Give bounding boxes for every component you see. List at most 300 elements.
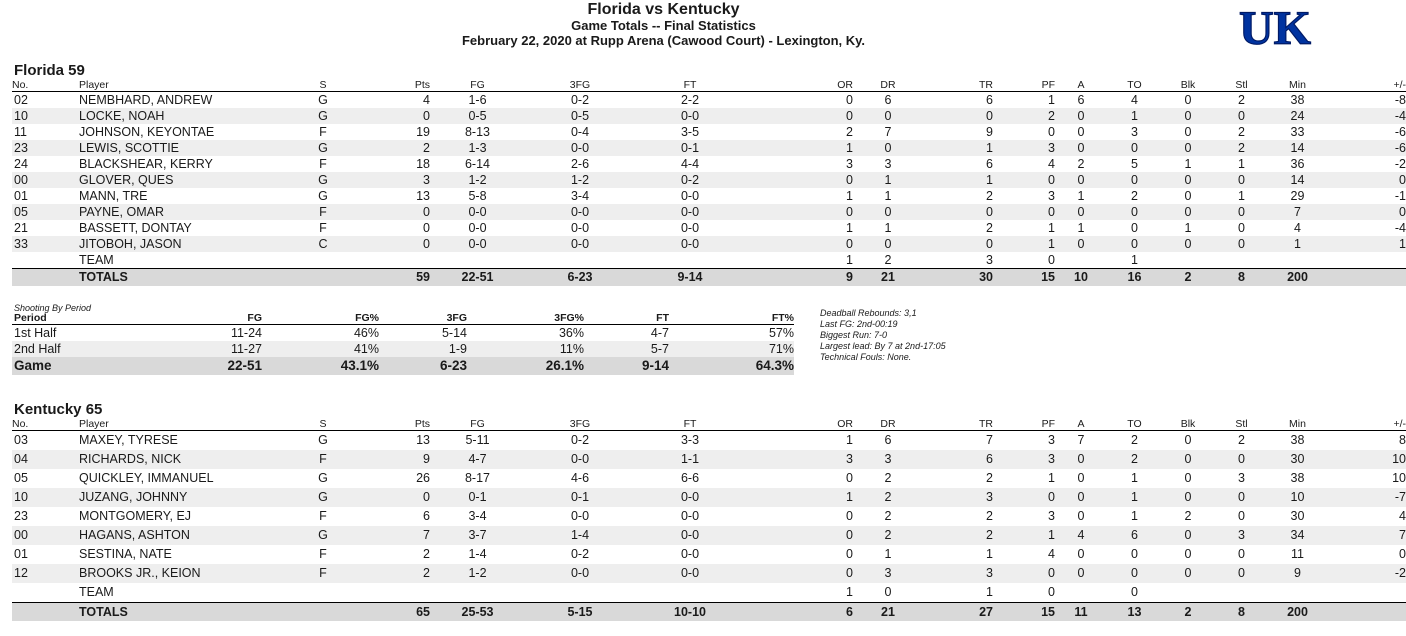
cell-s: F xyxy=(319,509,327,523)
cell-3fg: 0-2 xyxy=(570,547,590,561)
shooting-cell-fg: 11-27 xyxy=(92,341,262,357)
cell-pf: 1 xyxy=(1048,92,1055,107)
table-row xyxy=(12,92,1406,109)
note-biggest-run: Biggest Run: 7-0 xyxy=(820,330,888,340)
table-row xyxy=(12,204,1406,220)
cell-no xyxy=(12,583,76,603)
report-title: Florida vs Kentucky xyxy=(587,1,740,18)
cell-fg: 0-5 xyxy=(430,108,525,124)
cell-stl: 0 xyxy=(1214,488,1269,507)
cell-plus-minus: -4 xyxy=(1326,108,1406,124)
cell-pf: 3 xyxy=(993,450,1055,469)
cell-s: F xyxy=(319,547,327,561)
cell-blk: 0 xyxy=(1162,108,1214,124)
col-header-stl: Stl xyxy=(1214,80,1269,92)
cell-or: 0 xyxy=(745,236,853,252)
shooting-game-3fg-pct: 26.1% xyxy=(467,357,584,375)
report-subtitle: Game Totals -- Final Statistics xyxy=(571,18,756,33)
total-ft: 10-10 xyxy=(635,603,745,622)
cell-a: 0 xyxy=(1077,547,1085,561)
cell-blk: 1 xyxy=(1184,156,1192,171)
cell-tr: 2 xyxy=(923,526,993,545)
cell-a: 0 xyxy=(1055,488,1107,507)
total-a: 11 xyxy=(1055,603,1107,622)
cell-plus-minus: -2 xyxy=(1326,564,1406,583)
cell-min: 1 xyxy=(1269,236,1326,252)
cell-s: F xyxy=(306,564,340,583)
cell-or: 0 xyxy=(745,526,853,545)
col-header-player: Player xyxy=(76,80,306,92)
cell-plus-minus: 8 xyxy=(1399,433,1406,447)
cell-pf: 0 xyxy=(993,172,1055,188)
cell-min: 30 xyxy=(1269,450,1326,469)
cell-player: NEMBHARD, ANDREW xyxy=(79,92,213,107)
cell-pf: 3 xyxy=(1048,188,1055,203)
cell-min: 14 xyxy=(1269,140,1326,156)
cell-a: 0 xyxy=(1055,140,1107,156)
kentucky-box-score xyxy=(12,419,1406,621)
total-ft: 9-14 xyxy=(635,269,745,287)
shooting-header-fg: FG xyxy=(92,313,262,325)
totals-row xyxy=(12,269,1406,287)
cell-ft: 0-0 xyxy=(680,547,700,561)
col-header-3fg: 3FG xyxy=(525,419,635,431)
cell-or: 0 xyxy=(846,92,853,107)
col-header-dr: DR xyxy=(853,419,923,431)
note-largest-lead: Largest lead: By 7 at 2nd-17:05 xyxy=(820,341,946,351)
table-row xyxy=(12,507,1406,526)
total-3fg: 6-23 xyxy=(525,269,635,287)
cell-blk: 0 xyxy=(1184,433,1192,447)
cell-fg: 0-0 xyxy=(468,220,487,235)
cell-blk: 1 xyxy=(1184,220,1192,235)
cell-pts: 26 xyxy=(416,471,430,485)
cell-3fg: 1-2 xyxy=(525,172,635,188)
cell-ft: 3-5 xyxy=(680,124,700,139)
cell-player: BROOKS JR., KEION xyxy=(76,564,306,583)
cell-stl: 0 xyxy=(1238,220,1245,235)
cell-to: 5 xyxy=(1131,156,1138,171)
cell-to: 4 xyxy=(1131,92,1138,107)
cell-min: 4 xyxy=(1294,220,1301,235)
shooting-cell-3fg: 5-14 xyxy=(441,326,467,340)
cell-or: 0 xyxy=(745,108,853,124)
cell-min: 11 xyxy=(1291,547,1304,561)
cell-blk: 0 xyxy=(1184,124,1192,139)
col-header-s: S xyxy=(306,80,340,92)
table-row xyxy=(12,526,1406,545)
cell-player: BASSETT, DONTAY xyxy=(79,220,192,235)
total-plus-minus xyxy=(1326,603,1406,622)
cell-to: 1 xyxy=(1107,488,1162,507)
cell-fg: 0-1 xyxy=(430,488,525,507)
cell-pts: 7 xyxy=(340,526,430,545)
cell-or: 0 xyxy=(846,547,853,561)
cell-no: 24 xyxy=(14,156,28,171)
cell-plus-minus xyxy=(1326,583,1406,603)
shooting-header-3fg: 3FG xyxy=(379,313,467,325)
cell-pf: 0 xyxy=(993,564,1055,583)
cell-or: 1 xyxy=(846,433,853,447)
cell-dr: 0 xyxy=(853,140,923,156)
cell-stl: 0 xyxy=(1214,108,1269,124)
cell-plus-minus: 10 xyxy=(1392,471,1406,485)
cell-s xyxy=(306,252,340,269)
cell-tr: 1 xyxy=(923,172,993,188)
col-header-pts: Pts xyxy=(340,80,430,92)
cell-blk xyxy=(1162,583,1214,603)
cell-to: 6 xyxy=(1107,526,1162,545)
cell-plus-minus: 0 xyxy=(1326,172,1406,188)
cell-s: G xyxy=(306,488,340,507)
total-a: 10 xyxy=(1055,269,1107,287)
total-plus-minus xyxy=(1326,269,1406,287)
col-header-min: Min xyxy=(1269,419,1326,431)
cell-tr: 6 xyxy=(986,92,993,107)
cell-3fg: 0-0 xyxy=(570,509,590,523)
shooting-cell-period: 2nd Half xyxy=(12,341,92,357)
cell-ft: 0-1 xyxy=(635,140,745,156)
cell-3fg: 0-2 xyxy=(570,92,590,107)
cell-player: LOCKE, NOAH xyxy=(76,108,306,124)
cell-plus-minus: -6 xyxy=(1394,124,1406,139)
cell-pts xyxy=(340,252,430,269)
col-header-plus-minus: +/- xyxy=(1326,419,1406,431)
cell-pf: 0 xyxy=(993,204,1055,220)
cell-min xyxy=(1269,252,1326,269)
cell-pf: 1 xyxy=(993,526,1055,545)
cell-to: 2 xyxy=(1131,433,1138,447)
cell-tr: 0 xyxy=(923,204,993,220)
cell-s: F xyxy=(306,450,340,469)
cell-fg: 8-17 xyxy=(464,471,491,485)
cell-3fg xyxy=(525,583,635,603)
cell-or: 1 xyxy=(745,488,853,507)
cell-pts: 3 xyxy=(340,172,430,188)
cell-tr: 1 xyxy=(986,585,993,599)
cell-pts: 9 xyxy=(340,450,430,469)
cell-pf: 1 xyxy=(993,236,1055,252)
cell-3fg: 0-5 xyxy=(525,108,635,124)
total-pf: 15 xyxy=(993,269,1055,287)
shooting-rows xyxy=(12,325,794,376)
cell-ft: 1-1 xyxy=(635,450,745,469)
cell-plus-minus: -4 xyxy=(1394,220,1406,235)
cell-tr: 0 xyxy=(923,108,993,124)
shooting-game-ft-pct: 64.3% xyxy=(669,357,794,375)
cell-stl: 2 xyxy=(1238,124,1245,139)
col-header-tr: TR xyxy=(923,80,993,92)
cell-fg: 1-3 xyxy=(430,140,525,156)
cell-blk: 0 xyxy=(1162,172,1214,188)
cell-tr: 2 xyxy=(986,220,993,235)
cell-dr: 7 xyxy=(884,124,892,139)
cell-dr: 2 xyxy=(884,509,892,523)
shooting-game-3fg: 6-23 xyxy=(379,357,467,375)
cell-tr: 9 xyxy=(986,124,993,139)
cell-pts: 0 xyxy=(340,488,430,507)
col-header-fg: FG xyxy=(430,419,525,431)
total-blk: 2 xyxy=(1162,269,1214,287)
cell-pts: 6 xyxy=(423,509,430,523)
cell-s: F xyxy=(319,156,327,171)
cell-or: 3 xyxy=(745,450,853,469)
cell-ft: 0-0 xyxy=(680,220,700,235)
col-header-player: Player xyxy=(76,419,306,431)
col-header-s: S xyxy=(306,419,340,431)
cell-plus-minus: -8 xyxy=(1394,92,1406,107)
cell-to: 1 xyxy=(1131,509,1138,523)
cell-pts: 13 xyxy=(416,188,430,203)
cell-pf: 0 xyxy=(1048,585,1055,599)
cell-ft: 0-0 xyxy=(635,564,745,583)
cell-ft: 0-0 xyxy=(635,108,745,124)
cell-ft: 0-2 xyxy=(635,172,745,188)
cell-ft: 0-0 xyxy=(680,509,700,523)
cell-a: 1 xyxy=(1077,188,1085,203)
kentucky-player-rows xyxy=(12,431,1406,622)
cell-fg xyxy=(430,583,525,603)
cell-plus-minus: -6 xyxy=(1326,140,1406,156)
col-header-to: TO xyxy=(1107,80,1162,92)
game-notes xyxy=(820,308,946,363)
cell-dr: 2 xyxy=(853,526,923,545)
cell-fg: 0-0 xyxy=(430,236,525,252)
total-s xyxy=(306,269,340,287)
cell-plus-minus: 10 xyxy=(1326,450,1406,469)
cell-stl: 1 xyxy=(1238,188,1245,203)
cell-fg: 1-6 xyxy=(468,92,487,107)
cell-stl: 0 xyxy=(1214,236,1269,252)
note-last-fg: Last FG: 2nd-00:19 xyxy=(820,319,898,329)
florida-header-row xyxy=(12,80,1406,92)
cell-pf: 3 xyxy=(1048,433,1055,447)
cell-to: 3 xyxy=(1131,124,1138,139)
cell-dr: 2 xyxy=(853,488,923,507)
cell-s: F xyxy=(306,204,340,220)
cell-to: 0 xyxy=(1131,220,1138,235)
col-header-3fg: 3FG xyxy=(525,80,635,92)
shooting-cell-fg: 11-24 xyxy=(230,326,262,340)
cell-player: RICHARDS, NICK xyxy=(76,450,306,469)
cell-tr: 1 xyxy=(923,140,993,156)
cell-blk: 0 xyxy=(1162,450,1214,469)
total-3fg: 5-15 xyxy=(525,603,635,622)
total-no xyxy=(12,269,76,287)
cell-min: 7 xyxy=(1269,204,1326,220)
cell-dr: 6 xyxy=(884,433,892,447)
cell-to: 1 xyxy=(1131,471,1138,485)
cell-a: 0 xyxy=(1077,124,1085,139)
table-row xyxy=(12,252,1406,269)
cell-a: 0 xyxy=(1055,108,1107,124)
col-header-pf: PF xyxy=(993,80,1055,92)
cell-min: 38 xyxy=(1290,433,1305,447)
note-deadball-rebounds: Deadball Rebounds: 3,1 xyxy=(820,308,917,318)
cell-player: TEAM xyxy=(79,585,114,599)
cell-s: G xyxy=(306,108,340,124)
cell-min: 9 xyxy=(1269,564,1326,583)
cell-or: 0 xyxy=(745,172,853,188)
cell-stl: 0 xyxy=(1238,547,1245,561)
cell-player: TEAM xyxy=(79,252,114,267)
cell-tr: 7 xyxy=(986,433,993,447)
cell-no: 33 xyxy=(12,236,76,252)
cell-a: 0 xyxy=(1055,450,1107,469)
cell-or: 1 xyxy=(745,140,853,156)
total-dr: 21 xyxy=(853,603,923,622)
cell-fg: 3-4 xyxy=(468,509,487,523)
table-row xyxy=(12,564,1406,583)
kentucky-logo xyxy=(1239,2,1311,55)
col-header-no: No. xyxy=(12,419,76,431)
shooting-header-3fg-pct: 3FG% xyxy=(467,313,584,325)
cell-pts: 0 xyxy=(423,220,430,235)
cell-player: GLOVER, QUES xyxy=(76,172,306,188)
shooting-row xyxy=(12,341,794,357)
cell-ft xyxy=(635,252,745,269)
table-row xyxy=(12,236,1406,252)
total-min: 200 xyxy=(1269,269,1326,287)
cell-plus-minus: 0 xyxy=(1399,547,1406,561)
cell-s: G xyxy=(306,172,340,188)
cell-no: 02 xyxy=(14,92,28,107)
cell-a xyxy=(1055,583,1107,603)
cell-fg: 3-7 xyxy=(430,526,525,545)
cell-pf: 1 xyxy=(1048,220,1055,235)
cell-or: 3 xyxy=(846,156,853,171)
cell-s: G xyxy=(318,92,328,107)
cell-blk: 0 xyxy=(1184,92,1192,107)
cell-player: SESTINA, NATE xyxy=(79,547,172,561)
cell-to: 0 xyxy=(1107,236,1162,252)
shooting-game-period: Game xyxy=(12,357,92,375)
cell-plus-minus: -7 xyxy=(1326,488,1406,507)
cell-tr: 3 xyxy=(923,564,993,583)
cell-pts: 4 xyxy=(423,92,430,107)
col-header-or: OR xyxy=(745,80,853,92)
cell-no: 10 xyxy=(12,488,76,507)
cell-3fg: 4-6 xyxy=(570,471,590,485)
cell-no: 00 xyxy=(12,526,76,545)
cell-3fg: 0-0 xyxy=(525,204,635,220)
florida-team-title: Florida 59 xyxy=(14,62,85,79)
cell-ft: 0-0 xyxy=(635,488,745,507)
cell-a: 1 xyxy=(1077,220,1085,235)
cell-dr: 2 xyxy=(884,471,892,485)
cell-s: F xyxy=(319,220,327,235)
cell-s: G xyxy=(318,188,328,203)
total-to: 16 xyxy=(1107,269,1162,287)
cell-pf: 1 xyxy=(1048,471,1055,485)
cell-a xyxy=(1055,252,1107,269)
cell-pf: 0 xyxy=(993,488,1055,507)
cell-pf: 4 xyxy=(1048,156,1055,171)
cell-player: QUICKLEY, IMMANUEL xyxy=(79,471,214,485)
shooting-game-fg: 22-51 xyxy=(92,357,262,375)
cell-or: 2 xyxy=(846,124,853,139)
cell-fg: 6-14 xyxy=(464,156,491,171)
cell-s xyxy=(306,583,340,603)
cell-dr: 0 xyxy=(853,236,923,252)
total-stl: 8 xyxy=(1214,269,1269,287)
cell-plus-minus: -1 xyxy=(1394,188,1406,203)
cell-pf: 3 xyxy=(1048,509,1055,523)
cell-3fg: 0-0 xyxy=(525,564,635,583)
col-header-to: TO xyxy=(1107,419,1162,431)
shooting-by-period-table xyxy=(12,313,794,375)
cell-ft: 3-3 xyxy=(680,433,700,447)
cell-min: 36 xyxy=(1290,156,1305,171)
total-player: TOTALS xyxy=(76,603,306,622)
cell-blk: 0 xyxy=(1162,526,1214,545)
cell-a: 0 xyxy=(1077,509,1085,523)
cell-dr: 0 xyxy=(853,204,923,220)
total-stl: 8 xyxy=(1214,603,1269,622)
col-header-no: No. xyxy=(12,80,76,92)
col-header-a: A xyxy=(1055,80,1107,92)
cell-to: 0 xyxy=(1131,547,1138,561)
cell-player: JITOBOH, JASON xyxy=(76,236,306,252)
cell-a: 4 xyxy=(1055,526,1107,545)
cell-ft: 6-6 xyxy=(680,471,700,485)
cell-player: JOHNSON, KEYONTAE xyxy=(79,124,215,139)
cell-a: 0 xyxy=(1077,471,1085,485)
total-pts: 59 xyxy=(340,269,430,287)
cell-a: 2 xyxy=(1077,156,1085,171)
total-or: 6 xyxy=(745,603,853,622)
total-fg: 22-51 xyxy=(430,269,525,287)
cell-ft: 0-0 xyxy=(635,236,745,252)
cell-tr: 0 xyxy=(923,236,993,252)
cell-no: 03 xyxy=(14,433,28,447)
total-tr: 27 xyxy=(923,603,993,622)
shooting-game-ft: 9-14 xyxy=(584,357,669,375)
table-row xyxy=(12,140,1406,156)
cell-min: 24 xyxy=(1269,108,1326,124)
col-header-tr: TR xyxy=(923,419,993,431)
total-min: 200 xyxy=(1269,603,1326,622)
cell-a: 0 xyxy=(1055,564,1107,583)
cell-fg xyxy=(430,252,525,269)
table-row xyxy=(12,583,1406,603)
florida-player-rows xyxy=(12,92,1406,287)
total-pf: 15 xyxy=(993,603,1055,622)
cell-pf: 2 xyxy=(993,108,1055,124)
cell-a: 0 xyxy=(1055,236,1107,252)
kentucky-header-row xyxy=(12,419,1406,431)
cell-no: 05 xyxy=(14,471,28,485)
total-tr: 30 xyxy=(923,269,993,287)
table-row xyxy=(12,220,1406,236)
cell-stl: 0 xyxy=(1214,564,1269,583)
cell-blk: 0 xyxy=(1162,140,1214,156)
shooting-cell-period: 1st Half xyxy=(14,326,57,340)
cell-no: 23 xyxy=(14,509,28,523)
cell-s: G xyxy=(318,433,328,447)
logo-text: UK xyxy=(1239,2,1311,55)
cell-stl: 0 xyxy=(1214,204,1269,220)
cell-or: 0 xyxy=(745,204,853,220)
cell-ft: 4-4 xyxy=(680,156,700,171)
cell-stl: 2 xyxy=(1238,92,1245,107)
cell-stl: 3 xyxy=(1214,526,1269,545)
table-row xyxy=(12,124,1406,140)
total-or: 9 xyxy=(745,269,853,287)
cell-stl: 3 xyxy=(1238,471,1245,485)
col-header-dr: DR xyxy=(853,80,923,92)
shooting-cell-3fg-pct: 36% xyxy=(558,326,584,340)
